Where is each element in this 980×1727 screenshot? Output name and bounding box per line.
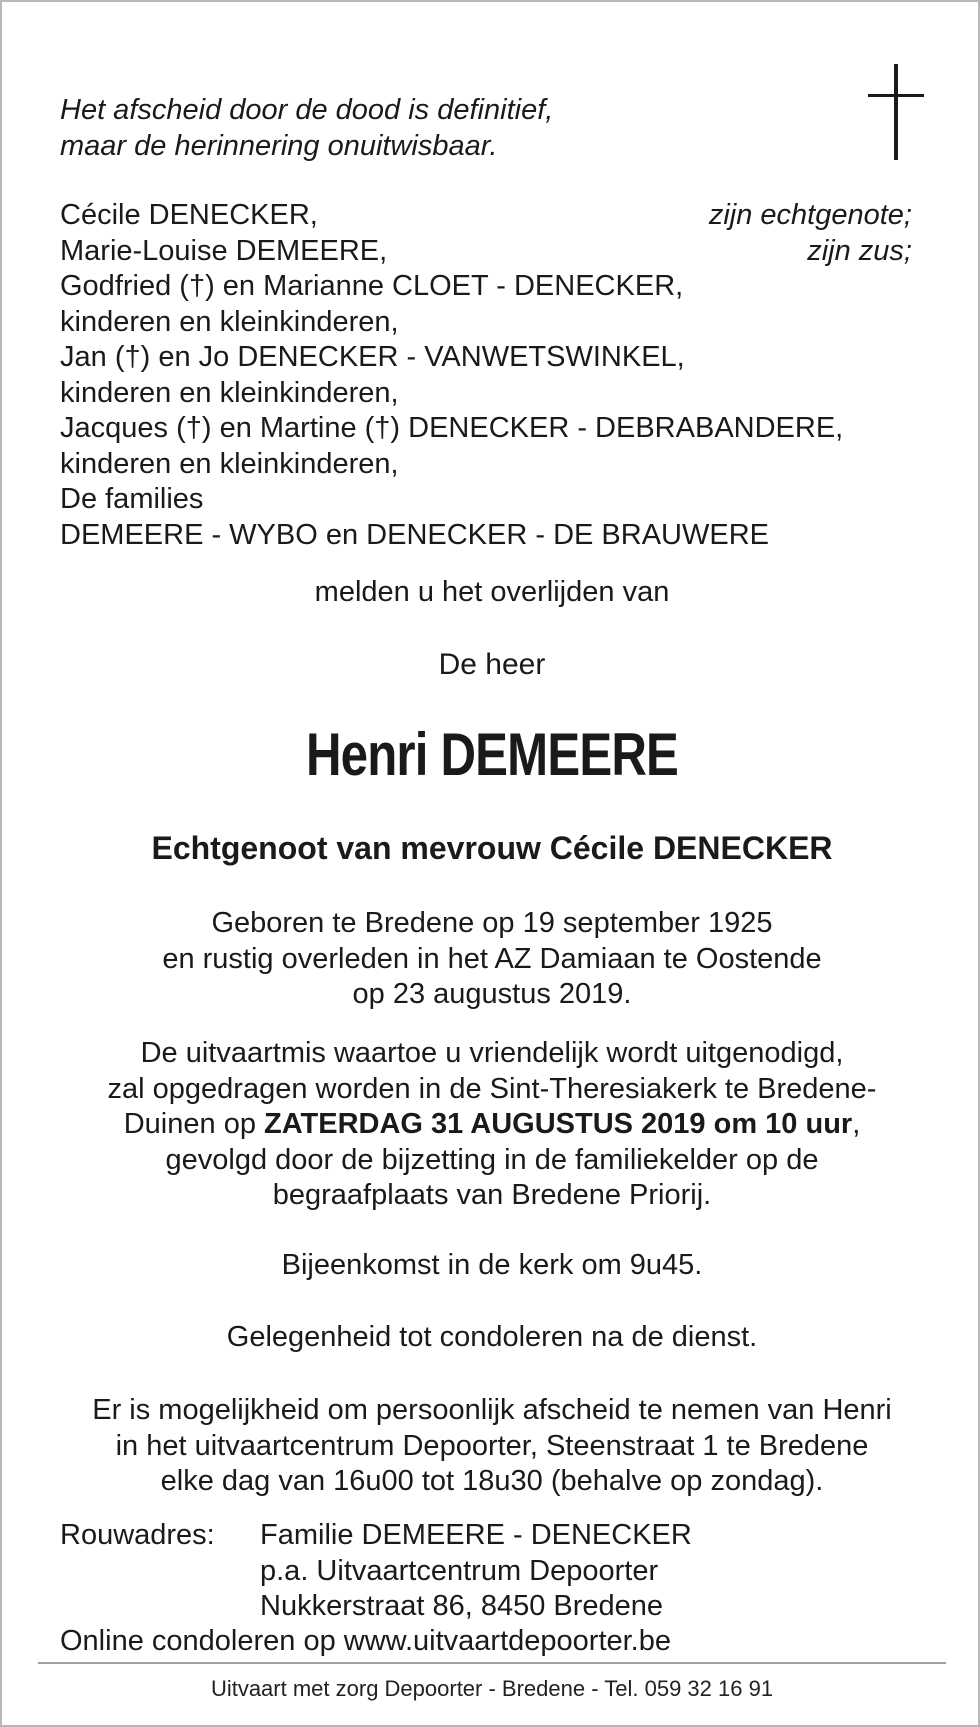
family-name: Godfried (†) en Marianne CLOET - DENECKER, xyxy=(60,270,684,302)
address-label: Rouwadres: xyxy=(60,1519,215,1551)
family-role: zijn echtgenote; xyxy=(708,199,912,231)
address-line: Familie DEMEERE - DENECKER xyxy=(260,1519,692,1551)
family-row xyxy=(60,340,912,376)
family-role: zijn zus; xyxy=(807,234,912,267)
family-row xyxy=(60,482,912,518)
address-line: p.a. Uitvaartcentrum Depoorter xyxy=(260,1554,659,1587)
family-row xyxy=(60,198,912,234)
spouse-line: Echtgenoot van mevrouw Cécile DENECKER xyxy=(151,830,833,866)
family-name: Jan (†) en Jo DENECKER - VANWETSWINKEL, xyxy=(60,341,685,373)
funeral-line: gevolgd door de bijzetting in de familiekelder op de xyxy=(165,1143,819,1176)
family-name: De families xyxy=(60,483,204,515)
family-name: kinderen en kleinkinderen, xyxy=(60,447,399,480)
funeral-line: zal opgedragen worden in de Sint-Theresiakerk te Bredene- xyxy=(107,1072,877,1105)
family-row xyxy=(60,234,912,270)
honorific-title: De heer xyxy=(438,648,546,681)
family-row xyxy=(60,376,912,412)
family-list xyxy=(60,198,912,553)
family-name: Marie-Louise DEMEERE, xyxy=(60,234,388,267)
funeral-line: begraafplaats van Bredene Priorij. xyxy=(272,1179,712,1211)
visit-info xyxy=(42,1393,942,1500)
footer-text: Uitvaart met zorg Depoorter - Bredene - Tel. 059 32 16 91 xyxy=(210,1676,774,1701)
motto-line: Het afscheid door de dood is definitief, xyxy=(60,94,554,126)
address-lines xyxy=(260,1518,692,1625)
visit-line: in het uitvaartcentrum Depoorter, Steenstraat 1 te Bredene xyxy=(115,1429,869,1462)
motto-line: maar de herinnering onuitwisbaar. xyxy=(60,130,498,162)
family-name: DEMEERE - WYBO en DENECKER - DE BRAUWERE xyxy=(60,518,769,551)
motto xyxy=(60,92,553,164)
family-name: kinderen en kleinkinderen, xyxy=(60,376,399,409)
condolence-info: Gelegenheid tot condoleren na de dienst. xyxy=(226,1321,758,1353)
birth-line: Geboren te Bredene op 19 september 1925 xyxy=(211,907,773,939)
funeral-line-suffix: , xyxy=(852,1108,861,1140)
funeral-date: ZATERDAG 31 AUGUSTUS 2019 om 10 uur xyxy=(264,1108,853,1140)
online-condolence: Online condoleren op www.uitvaartdepoorter.be xyxy=(60,1625,671,1657)
death-line: en rustig overleden in het AZ Damiaan te Oostende xyxy=(162,942,822,975)
visit-line: Er is mogelijkheid om persoonlijk afscheid te nemen van Henri xyxy=(92,1394,892,1426)
death-date-line: op 23 augustus 2019. xyxy=(352,978,632,1010)
family-name: kinderen en kleinkinderen, xyxy=(60,305,399,338)
gathering-info: Bijeenkomst in de kerk om 9u45. xyxy=(281,1249,703,1281)
cross-icon xyxy=(868,64,924,160)
visit-line: elke dag van 16u00 tot 18u30 (behalve op zondag). xyxy=(160,1465,824,1497)
funeral-info xyxy=(42,1036,942,1214)
family-row xyxy=(60,447,912,483)
family-row xyxy=(60,269,912,305)
family-name: Cécile DENECKER, xyxy=(60,199,318,231)
birth-death-info xyxy=(42,906,942,1013)
family-name: Jacques (†) en Martine (†) DENECKER - DEBRABANDERE, xyxy=(60,412,844,444)
funeral-line-prefix: Duinen op xyxy=(123,1108,265,1140)
funeral-date-line xyxy=(42,1107,942,1143)
funeral-line: De uitvaartmis waartoe u vriendelijk wordt uitgenodigd, xyxy=(140,1037,844,1069)
family-row xyxy=(60,305,912,341)
divider xyxy=(38,1662,946,1664)
announcement-text: melden u het overlijden van xyxy=(314,576,670,608)
family-row xyxy=(60,411,912,447)
address-line: Nukkerstraat 86, 8450 Bredene xyxy=(260,1590,664,1622)
family-row xyxy=(60,518,912,554)
deceased-name: Henri DEMEERE xyxy=(305,721,679,788)
